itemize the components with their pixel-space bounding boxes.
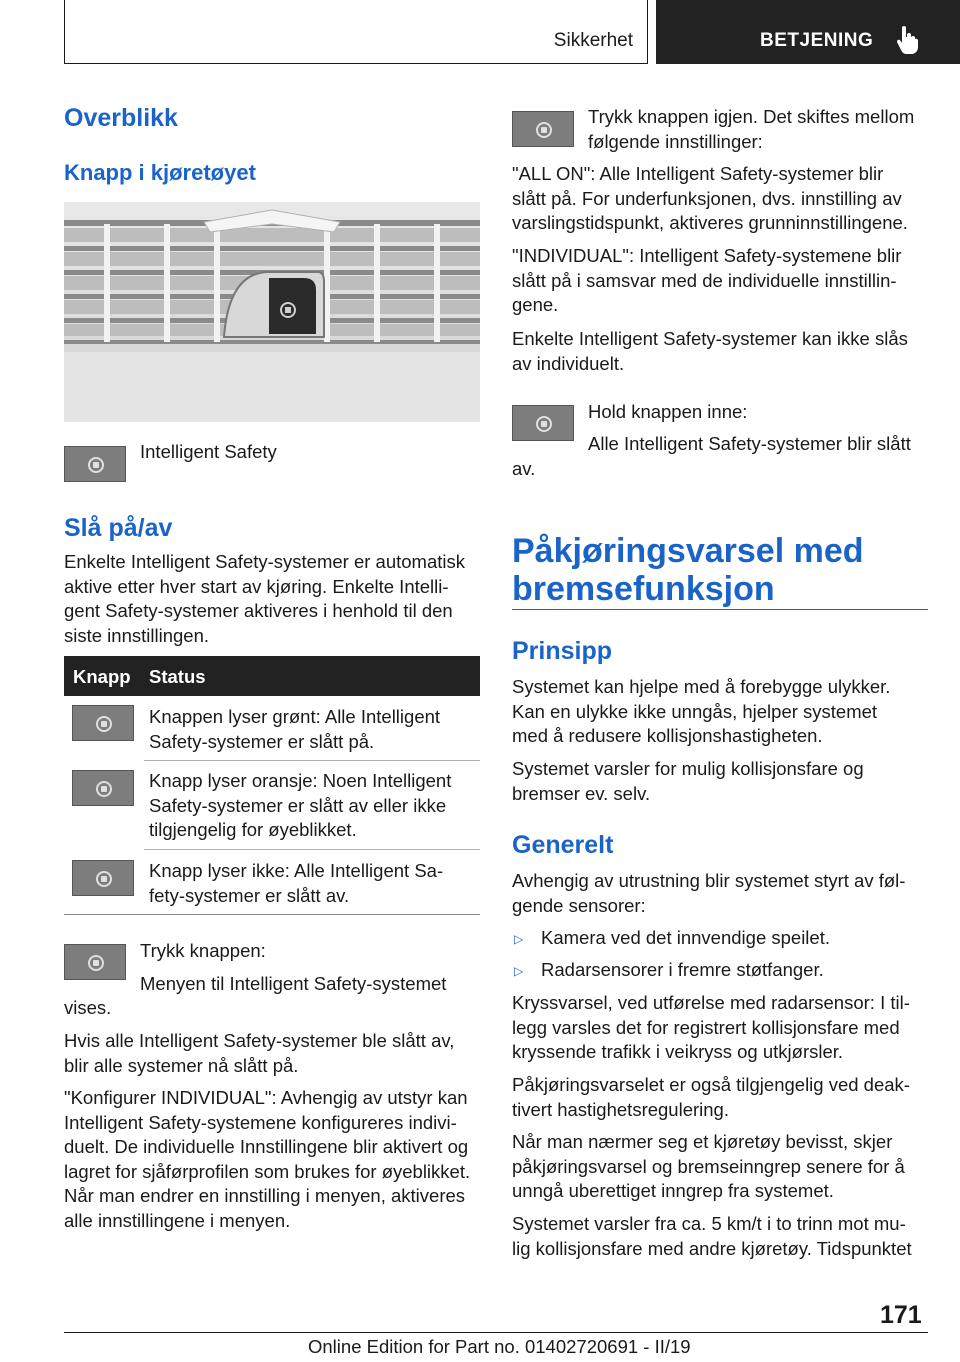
text-line: Systemet varsler fra ca. 5 km/t i to trinn mot mu-	[512, 1213, 906, 1234]
text-line: varslingstidspunkt, aktiveres grunninnstillingene.	[512, 212, 908, 233]
text-line: Avhengig av utrustning blir systemet styrt av føl-	[512, 870, 906, 891]
button-orange-icon	[72, 770, 134, 806]
press-button-label: Trykk knappen:	[140, 940, 266, 961]
text-line: "INDIVIDUAL": Intelligent Safety-systemene blir	[512, 245, 902, 266]
text-line: duelt. De individuelle Innstillingene blir aktivert og	[64, 1136, 469, 1157]
page-number: 171	[880, 1301, 922, 1329]
table-cell-line: Safety-systemer er slått av eller ikke	[149, 794, 447, 816]
para-some-systems	[512, 327, 908, 376]
text-line: Systemet varsler for mulig kollisjonsfare og	[512, 758, 864, 779]
heading-line: Påkjøringsvarsel med	[512, 532, 864, 570]
text-line: bremser ev. selv.	[512, 782, 651, 804]
text-line: "Konfigurer INDIVIDUAL": Avhengig av utstyr kan	[64, 1087, 468, 1108]
text-line: Når man endrer en innstilling i menyen, aktiveres	[64, 1185, 466, 1206]
table-row-divider	[144, 849, 480, 850]
para-naar-man	[512, 1130, 905, 1204]
vehicle-button-photo	[64, 202, 480, 422]
intro-line: aktive etter hver start av kjøring. Enkelte Intelli-	[64, 575, 449, 597]
heading-knapp-i-kjoretoyet: Knapp i kjøretøyet	[64, 160, 256, 185]
bullet-camera: Kamera ved det innvendige speilet.	[541, 927, 830, 948]
text-line: kryssende trafikk i veikryss og utkjørsler.	[512, 1041, 844, 1062]
text-line: Systemet kan hjelpe med å forebygge ulykker.	[512, 676, 891, 697]
table-cell-line: fety-systemer er slått av.	[149, 884, 350, 906]
text-line: unngå uberettiget inngrep fra systemet.	[512, 1180, 834, 1201]
table-cell-line: Knapp lyser ikke: Alle Intelligent Sa-	[149, 860, 444, 881]
menu-line-1: Menyen til Intelligent Safety-systemet	[140, 973, 447, 994]
heading-line: bremsefunksjon	[512, 570, 775, 608]
safety-shield-icon	[535, 121, 553, 139]
text-line: Kan en ulykke ikke unngås, hjelper systemet	[512, 700, 878, 722]
text-line: Intelligent Safety-systemene konfigureres indivi-	[64, 1111, 457, 1133]
text-line: blir alle systemer nå slått på.	[64, 1054, 299, 1076]
para-prinsipp-1	[512, 675, 890, 749]
heading-sla-pa-av: Slå på/av	[64, 514, 173, 542]
text-line: lagret for sjåførprofilen som brukes for øyeblikket.	[64, 1160, 471, 1182]
safety-shield-icon	[95, 780, 113, 798]
text-line: lig kollisjonsfare med andre kjøretøy. Tidspunktet	[512, 1237, 912, 1259]
section-rule	[512, 609, 928, 610]
safety-shield-icon	[87, 456, 105, 474]
para-configure	[64, 1086, 488, 1233]
para-all-off	[64, 1029, 454, 1078]
text-line: med å redusere kollisjonshastigheten.	[512, 725, 823, 746]
press-again-text	[588, 105, 914, 154]
safety-shield-icon	[87, 954, 105, 972]
text-line: tivert hastighetsregulering.	[512, 1098, 729, 1120]
table-cell-line: Knapp lyser oransje: Noen Intelligent	[149, 770, 452, 791]
hold-line-1: Alle Intelligent Safety-systemer blir slått	[588, 433, 911, 454]
text-line: Enkelte Intelligent Safety-systemer kan ikke slås	[512, 328, 908, 349]
edition-text: Online Edition for Part no. 01402720691 - II/19	[308, 1336, 691, 1357]
bullet-triangle-icon: ▷	[514, 932, 524, 946]
table-cell-line: tilgjengelig for øyeblikket.	[149, 819, 357, 840]
bullet-radar: Radarsensorer i fremre støtfanger.	[541, 959, 824, 980]
hand-pointer-icon	[896, 24, 920, 54]
text-line: gende sensorer:	[512, 894, 646, 916]
table-cell-line: Knappen lyser grønt: Alle Intelligent	[149, 706, 441, 727]
text-line: "ALL ON": Alle Intelligent Safety-systemer blir	[512, 163, 884, 184]
table-row-off	[149, 859, 443, 908]
text-line: Kryssvarsel, ved utførelse med radarsensor: I til-	[512, 992, 910, 1013]
safety-shield-icon	[535, 415, 553, 433]
text-line: av individuelt.	[512, 352, 625, 374]
para-generelt	[512, 869, 905, 918]
chapter-title: BETJENING	[760, 30, 874, 51]
heading-generelt: Generelt	[512, 831, 614, 859]
intro-line: Enkelte Intelligent Safety-systemer er automatisk	[64, 551, 466, 572]
press-button-icon	[64, 944, 126, 980]
button-off-icon	[72, 860, 134, 896]
text-line: slått på i samsvar med de individuelle innstillin-	[512, 269, 897, 291]
text-line: gene.	[512, 294, 559, 315]
hold-line-2: av.	[512, 458, 536, 479]
table-row-divider	[144, 760, 480, 761]
table-row-green	[149, 705, 440, 754]
text-line: påkjøringsvarsel og bremseinngrep senere for å	[512, 1155, 905, 1177]
heading-overblikk: Overblikk	[64, 104, 178, 132]
caption-intelligent-safety: Intelligent Safety	[140, 441, 277, 462]
column-header-knapp: Knapp	[73, 666, 131, 687]
bullet-triangle-icon: ▷	[514, 964, 524, 978]
text-line: slått på. For underfunksjonen, dvs. innstilling av	[512, 187, 902, 209]
para-prinsipp-2	[512, 757, 864, 806]
hold-button-label: Hold knappen inne:	[588, 401, 748, 422]
intelligent-safety-button-icon	[64, 446, 126, 482]
para-kryssvarsel	[512, 991, 910, 1065]
intro-line: gent Safety-systemer aktiveres i henhold til den	[64, 600, 453, 621]
para-all-on	[512, 162, 908, 236]
heading-prinsipp: Prinsipp	[512, 637, 613, 665]
para-individual	[512, 244, 901, 318]
text-line: følgende innstillinger:	[588, 130, 763, 152]
menu-line-2: vises.	[64, 997, 112, 1018]
column-header-status: Status	[149, 666, 206, 687]
text-line: Trykk knappen igjen. Det skiftes mellom	[588, 106, 915, 127]
text-line: legg varsles det for registrert kollisjonsfare med	[512, 1016, 900, 1038]
table-cell-line: Safety-systemer er slått på.	[149, 730, 375, 752]
text-line: Hvis alle Intelligent Safety-systemer ble slått av,	[64, 1030, 455, 1051]
text-line: Når man nærmer seg et kjøretøy bevisst, skjer	[512, 1131, 893, 1152]
para-varsler-fra	[512, 1212, 912, 1261]
press-again-button-icon	[512, 111, 574, 147]
safety-shield-icon	[95, 715, 113, 733]
text-line: Påkjøringsvarselet er også tilgjengelig ved deak-	[512, 1074, 910, 1095]
intro-text	[64, 550, 484, 648]
table-bottom-rule	[64, 914, 480, 915]
para-pakjoringsvarsel	[512, 1073, 910, 1122]
hold-button-icon	[512, 405, 574, 441]
heading-pakjoringsvarsel	[512, 532, 864, 608]
intro-line: siste innstillingen.	[64, 624, 209, 646]
safety-shield-icon	[95, 870, 113, 888]
button-green-icon	[72, 705, 134, 741]
table-row-orange	[149, 769, 451, 843]
status-table-header	[64, 656, 480, 696]
header-frame	[64, 0, 648, 64]
text-line: alle innstillingene i menyen.	[64, 1209, 291, 1231]
section-title: Sikkerhet	[553, 30, 633, 51]
footer-rule	[64, 1332, 928, 1333]
